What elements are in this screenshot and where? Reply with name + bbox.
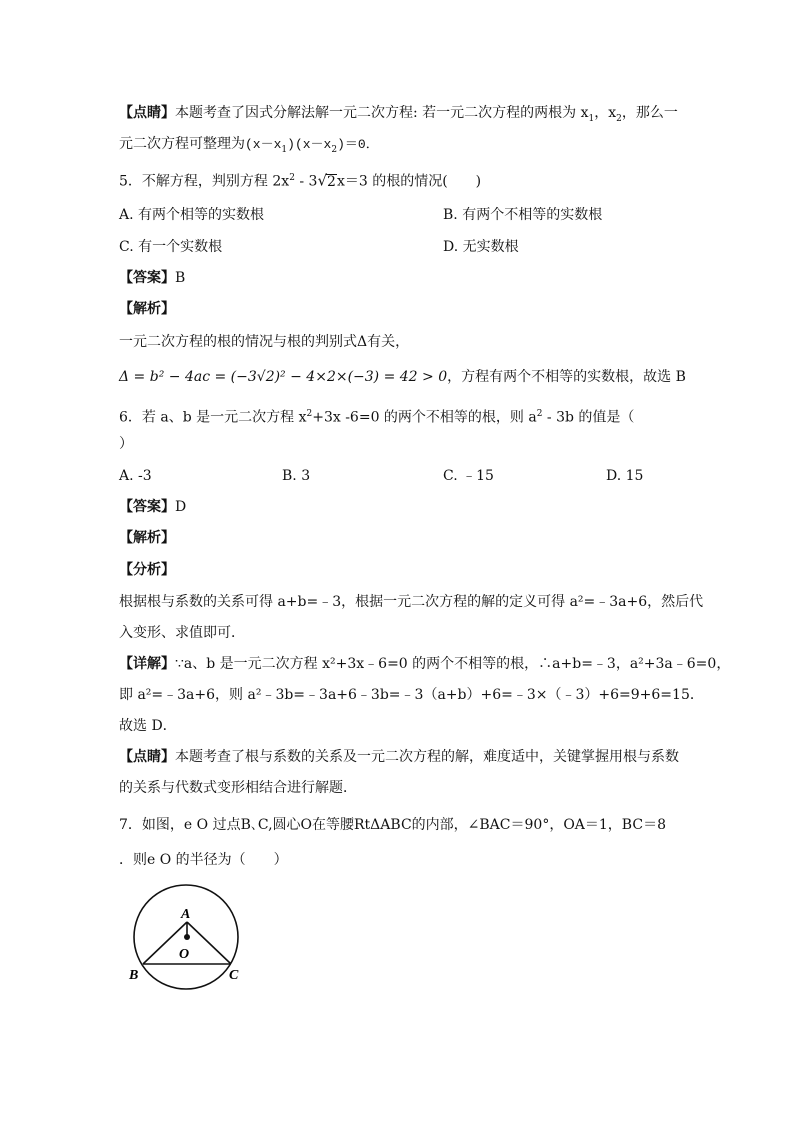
q7-stem-line1 xyxy=(119,815,666,835)
q5-analysis-line1: 一元二次方程的根的情况与根的判别式Δ有关， xyxy=(119,334,410,350)
q5-answer xyxy=(119,268,185,288)
formula: )＝0． xyxy=(337,137,379,152)
q6-fenxi-tag: 【分析】 xyxy=(119,562,175,578)
option-text: 15 xyxy=(625,468,644,484)
q5-option-a xyxy=(119,205,264,225)
answer-tag: 【答案】 xyxy=(119,499,175,515)
tip-text: ，x xyxy=(594,105,617,121)
q6-option-d xyxy=(606,466,643,486)
option-text: 有两个不相等的实数根 xyxy=(462,207,603,223)
question-text: - 3b 的值是（ xyxy=(542,409,635,426)
subscript: 1 xyxy=(281,144,288,155)
circle-triangle-figure xyxy=(125,880,250,990)
option-text: 3 xyxy=(301,468,311,484)
tip-text: 本题考查了因式分解法解一元二次方程: 若一元二次方程的两根为 x xyxy=(175,105,589,121)
option-letter: A. xyxy=(119,468,134,484)
option-text: 有一个实数根 xyxy=(138,239,223,255)
q5-stem xyxy=(119,168,481,192)
answer-value: B xyxy=(175,270,186,286)
tip-text: ，那么一 xyxy=(621,105,678,121)
question-text: 不解方程，判别方程 2x xyxy=(141,173,290,190)
tip-tag: 【点睛】 xyxy=(119,105,175,121)
option-letter: D. xyxy=(443,239,459,255)
q6-detail-line3: 故选 D． xyxy=(119,718,177,734)
option-letter: C. xyxy=(119,239,134,255)
option-letter: B. xyxy=(443,207,458,223)
formula: )(x－x xyxy=(287,137,332,152)
tip-text: 元二次方程可整理为 xyxy=(119,136,245,152)
label-c: C xyxy=(229,968,239,983)
q5-option-b xyxy=(443,205,602,225)
option-letter: A. xyxy=(119,207,134,223)
option-text: 无实数根 xyxy=(462,239,519,255)
question-text: x＝3 的根的情况( ) xyxy=(336,173,482,190)
q4-tip-line1 xyxy=(119,103,678,129)
discriminant-formula: Δ = b² − 4ac = (−3√2)² − 4×2×(−3) = 42 > 0 xyxy=(119,369,448,385)
formula: (x－x xyxy=(245,137,282,152)
label-o: O xyxy=(179,947,190,962)
q6-option-b xyxy=(282,466,310,486)
side-ac xyxy=(187,922,231,964)
q6-fenxi-line2: 入变形、求值即可． xyxy=(119,625,245,641)
q6-option-c xyxy=(443,466,494,486)
question-text: - 3 xyxy=(294,173,318,190)
question-text: 如图，e O 过点B､C,圆心O在等腰RtΔABC的内部，∠BAC＝90°，OA＝1，BC＝8 xyxy=(141,817,666,833)
q5-analysis-tag: 【解析】 xyxy=(119,301,175,317)
tip-tag: 【点睛】 xyxy=(119,749,175,765)
q6-answer xyxy=(119,497,186,517)
q6-fenxi-line1: 根据根与系数的关系可得 a+b=﹣3，根据一元二次方程的解的定义可得 a²=﹣3a+6，然后代 xyxy=(119,594,704,610)
q5-analysis-line2 xyxy=(119,367,686,387)
label-b: B xyxy=(129,968,139,983)
sqrt-arg: 2 xyxy=(327,173,336,190)
tip-text: 本题考查了根与系数的关系及一元二次方程的解，难度适中，关键掌握用根与系数 xyxy=(175,749,679,765)
sqrt-sign: √ xyxy=(317,171,328,190)
detail-text: ∵a、b 是一元二次方程 x²+3x﹣6=0 的两个不相等的根，∴a+b=﹣3，a²+3a﹣6=0， xyxy=(175,656,731,672)
analysis-text: ，方程有两个不相等的实数根，故选 B xyxy=(447,369,686,385)
option-text: ﹣15 xyxy=(462,468,494,484)
detail-tag: 【详解】 xyxy=(119,656,175,672)
superscript: 2 xyxy=(306,409,313,419)
q6-detail-line1 xyxy=(119,654,730,674)
q7-stem-line2: ．则e O 的半径为（ ） xyxy=(119,852,288,868)
question-number: 7． xyxy=(119,817,142,833)
q5-option-c xyxy=(119,237,222,257)
subscript: 2 xyxy=(616,113,622,124)
question-text: 若 a、b 是一元二次方程 x xyxy=(141,409,307,426)
q6-stem-line2: ） xyxy=(119,436,133,452)
question-number: 5． xyxy=(119,173,142,190)
superscript: 2 xyxy=(289,173,295,183)
subscript: 1 xyxy=(588,113,595,124)
question-number: 6． xyxy=(119,409,142,426)
answer-value: D xyxy=(175,499,187,515)
label-a: A xyxy=(181,907,191,922)
answer-tag: 【答案】 xyxy=(119,270,175,286)
q6-detail-line2: 即 a²=﹣3a+6，则 a²﹣3b=﹣3a+6﹣3b=﹣3（a+b）+6=﹣3×（﹣3）+6=9+6=15． xyxy=(119,687,704,703)
option-letter: C. xyxy=(443,468,458,484)
center-dot xyxy=(184,934,190,940)
q6-tip-line1 xyxy=(119,747,679,767)
q6-tip-line2: 的关系与代数式变形相结合进行解题． xyxy=(119,780,357,796)
q6-analysis-tag: 【解析】 xyxy=(119,530,175,546)
question-text: +3x -6=0 的两个不相等的根，则 a xyxy=(312,409,537,426)
option-text: 有两个相等的实数根 xyxy=(138,207,265,223)
q4-tip-line2 xyxy=(119,134,379,160)
q6-stem xyxy=(119,404,634,428)
subscript: 2 xyxy=(331,144,338,155)
superscript: 2 xyxy=(536,409,543,419)
q6-option-a xyxy=(119,466,152,486)
q5-option-d xyxy=(443,237,519,257)
option-text: -3 xyxy=(138,468,152,484)
option-letter: B. xyxy=(282,468,297,484)
option-letter: D. xyxy=(606,468,622,484)
